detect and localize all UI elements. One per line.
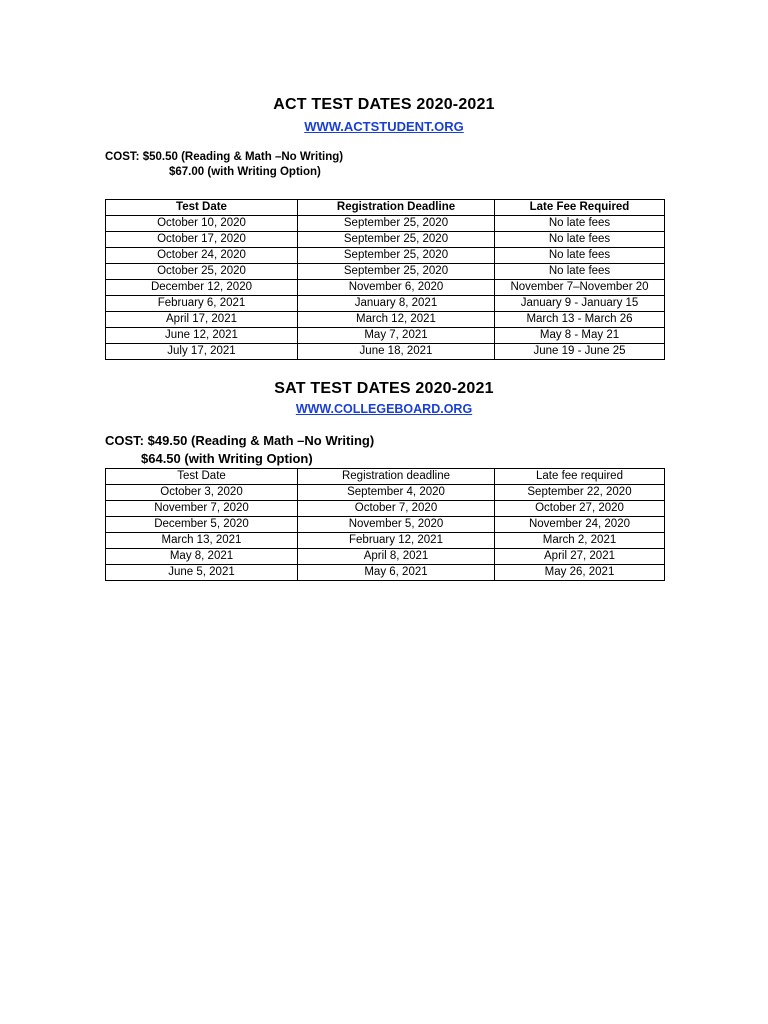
table-cell: October 3, 2020	[106, 485, 298, 501]
sat-title: SAT TEST DATES 2020-2021	[274, 380, 494, 397]
table-row	[106, 344, 665, 360]
table-cell: September 25, 2020	[298, 264, 495, 280]
table-cell: November 5, 2020	[298, 517, 495, 533]
table-row	[106, 517, 665, 533]
table-cell: October 7, 2020	[298, 501, 495, 517]
table-row	[106, 248, 665, 264]
table-cell: May 26, 2021	[495, 565, 665, 581]
column-header: Registration Deadline	[298, 200, 495, 216]
column-header: Late fee required	[495, 469, 665, 485]
column-header: Test Date	[106, 200, 298, 216]
table-header-row	[106, 469, 665, 485]
table-cell: December 5, 2020	[106, 517, 298, 533]
table-cell: November 24, 2020	[495, 517, 665, 533]
table-cell: February 6, 2021	[106, 296, 298, 312]
sat-cost-line2: $64.50 (with Writing Option)	[141, 451, 313, 466]
table-row	[106, 565, 665, 581]
table-cell: March 13 - March 26	[495, 312, 665, 328]
table-row	[106, 312, 665, 328]
column-header: Late Fee Required	[495, 200, 665, 216]
table-row	[106, 216, 665, 232]
table-cell: October 27, 2020	[495, 501, 665, 517]
table-cell: September 4, 2020	[298, 485, 495, 501]
table-cell: June 12, 2021	[106, 328, 298, 344]
table-cell: October 10, 2020	[106, 216, 298, 232]
table-cell: November 6, 2020	[298, 280, 495, 296]
table-cell: April 17, 2021	[106, 312, 298, 328]
table-cell: No late fees	[495, 216, 665, 232]
table-cell: April 27, 2021	[495, 549, 665, 565]
table-cell: January 9 - January 15	[495, 296, 665, 312]
column-header: Test Date	[106, 469, 298, 485]
table-cell: February 12, 2021	[298, 533, 495, 549]
table-cell: May 7, 2021	[298, 328, 495, 344]
table-row	[106, 328, 665, 344]
table-cell: No late fees	[495, 232, 665, 248]
table-cell: January 8, 2021	[298, 296, 495, 312]
table-row	[106, 501, 665, 517]
table-cell: May 8 - May 21	[495, 328, 665, 344]
sat-link[interactable]: WWW.COLLEGEBOARD.ORG	[295, 402, 473, 416]
table-cell: No late fees	[495, 264, 665, 280]
table-cell: November 7, 2020	[106, 501, 298, 517]
table-cell: March 13, 2021	[106, 533, 298, 549]
table-header-row	[106, 200, 665, 216]
table-cell: June 18, 2021	[298, 344, 495, 360]
table-cell: November 7–November 20	[495, 280, 665, 296]
sat-cost-line1: COST: $49.50 (Reading & Math –No Writing)	[105, 433, 375, 448]
act-link[interactable]: WWW.ACTSTUDENT.ORG	[304, 119, 464, 134]
table-row	[106, 533, 665, 549]
act-dates-table	[105, 199, 665, 360]
act-cost-line2: $67.00 (with Writing Option)	[169, 166, 321, 178]
table-row	[106, 232, 665, 248]
table-cell: April 8, 2021	[298, 549, 495, 565]
table-cell: July 17, 2021	[106, 344, 298, 360]
table-cell: May 6, 2021	[298, 565, 495, 581]
table-cell: June 19 - June 25	[495, 344, 665, 360]
table-row	[106, 549, 665, 565]
table-row	[106, 280, 665, 296]
table-cell: May 8, 2021	[106, 549, 298, 565]
column-header: Registration deadline	[298, 469, 495, 485]
act-cost-line1: COST: $50.50 (Reading & Math –No Writing)	[105, 151, 344, 163]
table-cell: March 2, 2021	[495, 533, 665, 549]
table-cell: September 25, 2020	[298, 216, 495, 232]
table-cell: No late fees	[495, 248, 665, 264]
table-row	[106, 485, 665, 501]
sat-dates-table	[105, 468, 665, 581]
table-row	[106, 296, 665, 312]
table-cell: June 5, 2021	[106, 565, 298, 581]
table-row	[106, 264, 665, 280]
table-cell: October 17, 2020	[106, 232, 298, 248]
act-title: ACT TEST DATES 2020-2021	[273, 96, 495, 113]
table-cell: March 12, 2021	[298, 312, 495, 328]
table-cell: September 22, 2020	[495, 485, 665, 501]
table-cell: September 25, 2020	[298, 248, 495, 264]
table-cell: October 25, 2020	[106, 264, 298, 280]
table-cell: October 24, 2020	[106, 248, 298, 264]
table-cell: December 12, 2020	[106, 280, 298, 296]
table-cell: September 25, 2020	[298, 232, 495, 248]
